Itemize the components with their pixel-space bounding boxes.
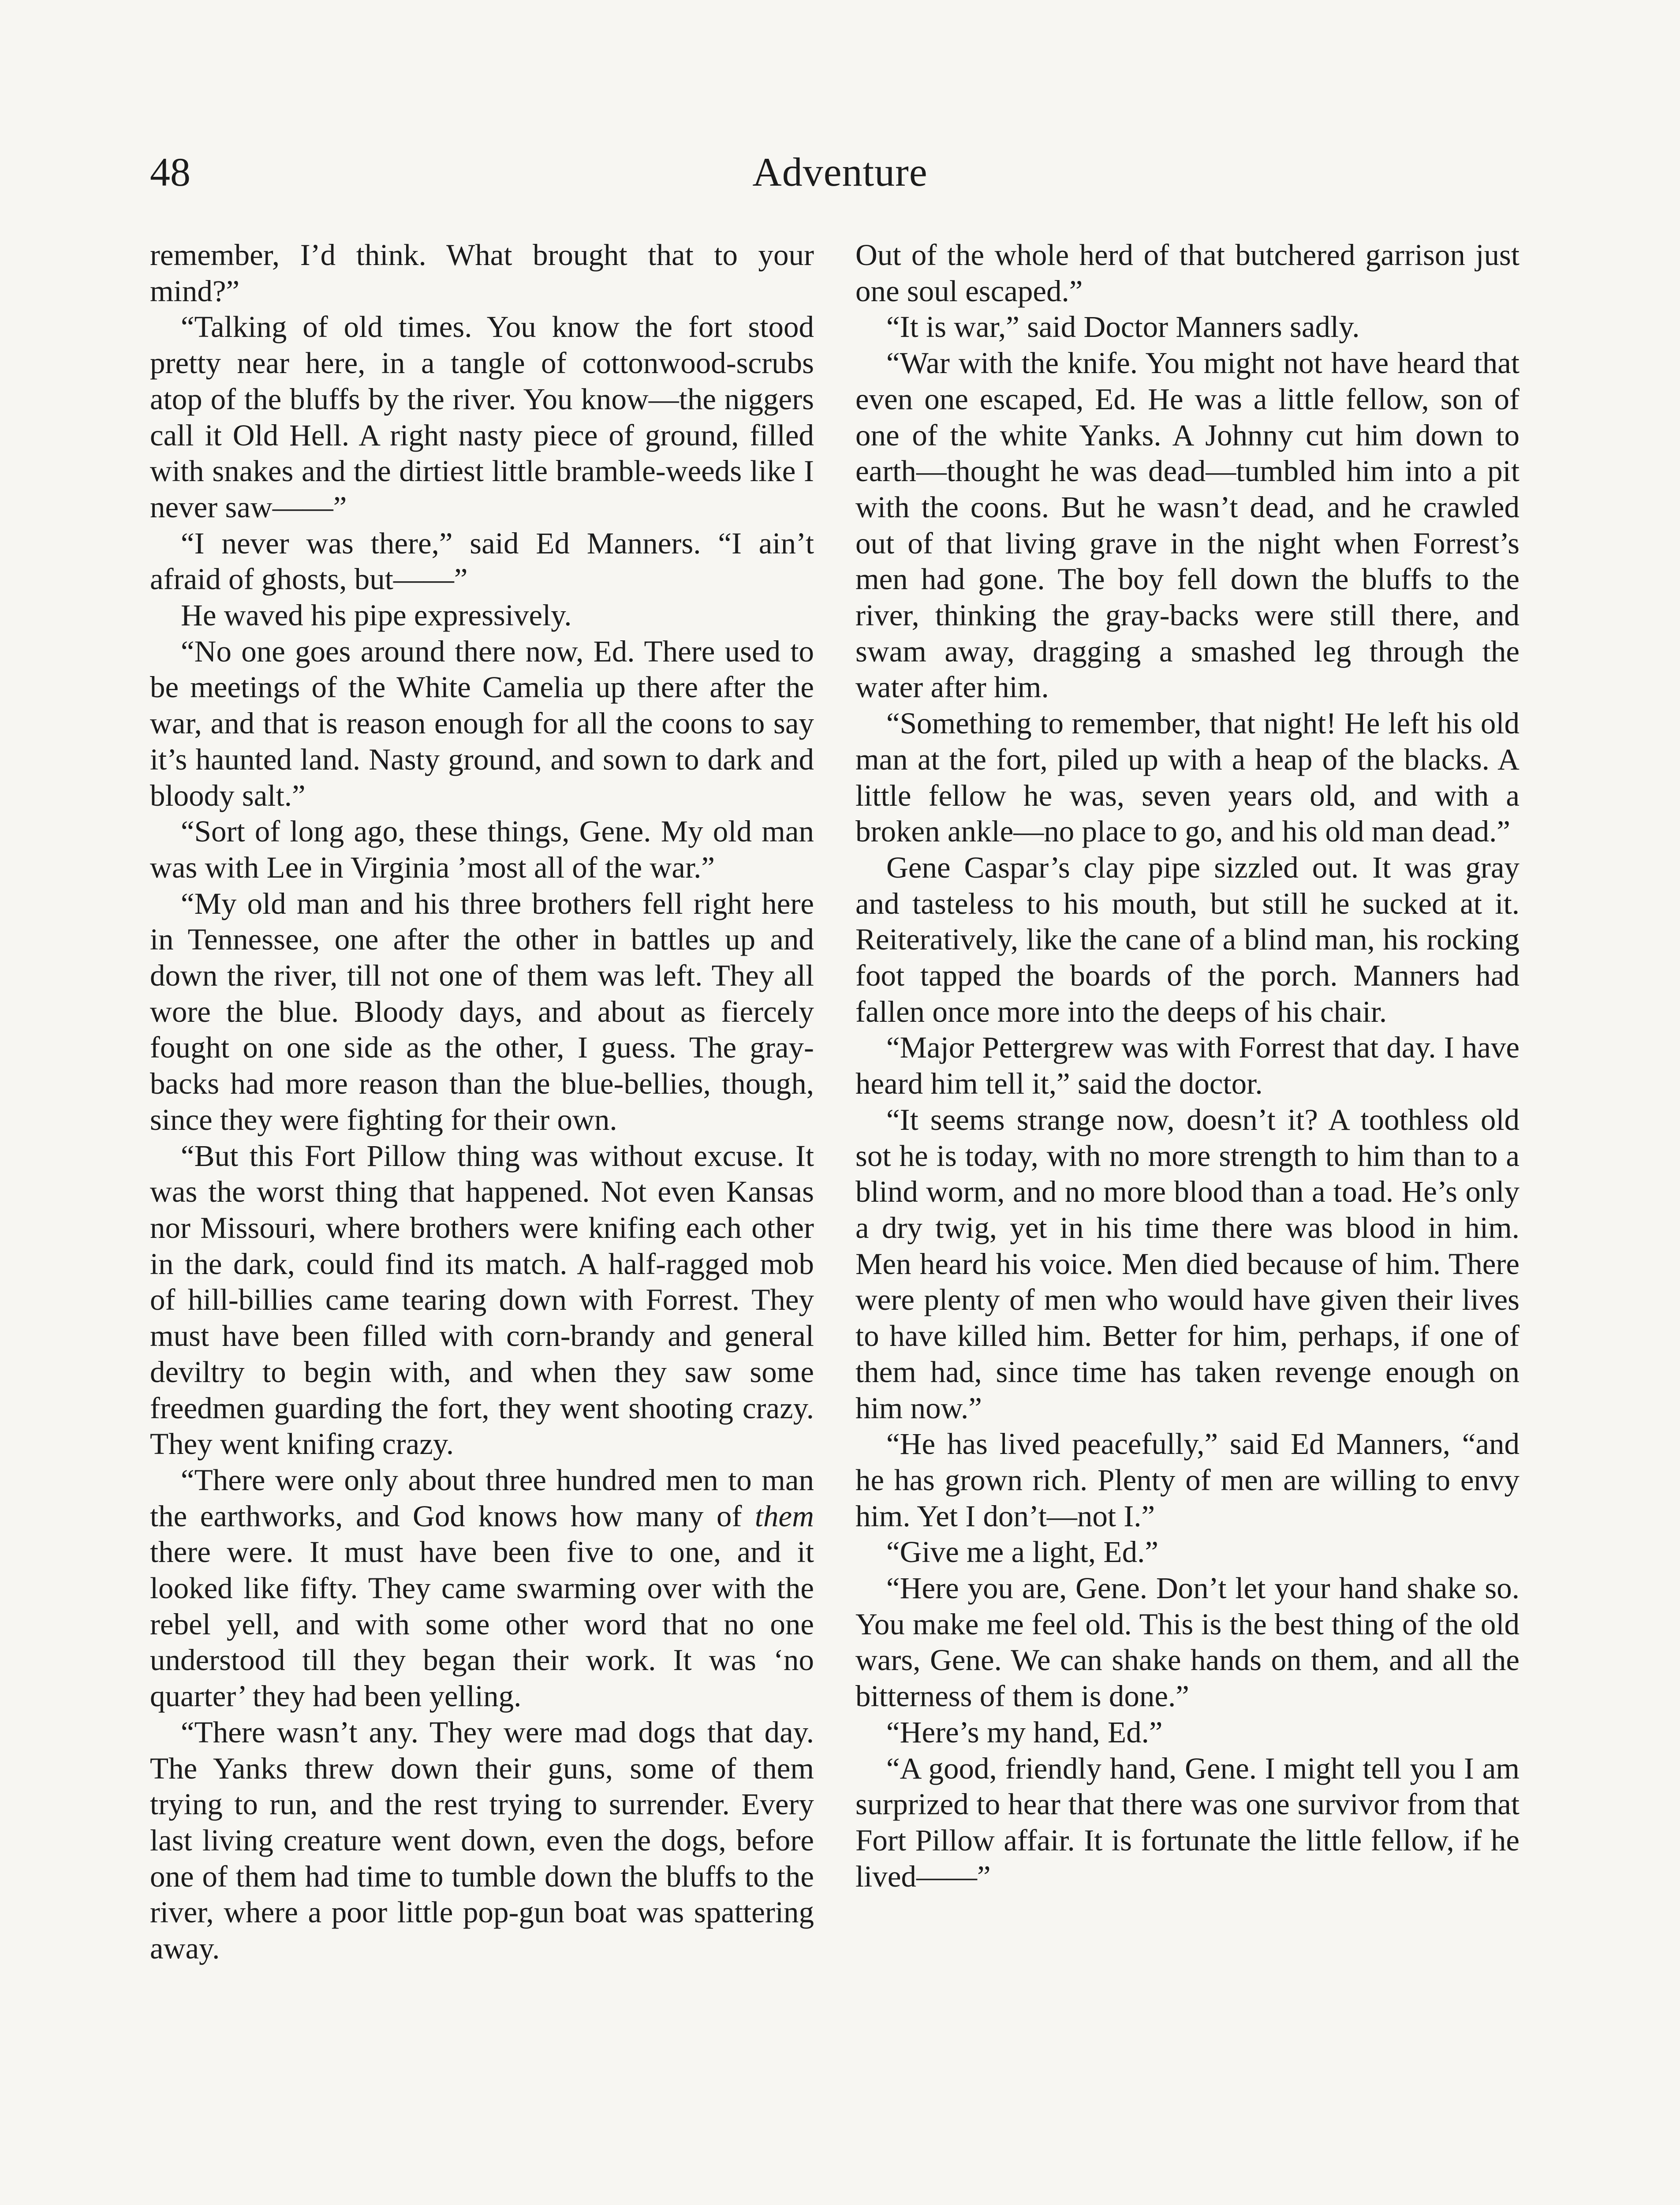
paragraph: “No one goes around there now, Ed. There used to be meetings of the White Camelia up there after the war, and that is reason enough for all the coons to say it’s haunted land. Nasty ground, and sown to dark and bloody salt.” <box>150 634 814 812</box>
paragraph: “Here you are, Gene. Don’t let your hand shake so. You make me feel old. This is the best thing of the old wars, Gene. We can shake hands on them, and all the bitterness of them is done.” <box>855 1571 1519 1713</box>
magazine-title: Adventure <box>752 149 928 194</box>
page-header <box>0 146 1680 203</box>
paragraph: Out of the whole herd of that butchered garrison just one soul escaped.” <box>855 238 1519 308</box>
paragraph: “A good, friendly hand, Gene. I might tell you I am surprized to hear that there was one survivor from that Fort Pillow affair. It is fortunate the little fellow, if he lived——” <box>855 1751 1519 1893</box>
italic-word: them <box>754 1499 814 1533</box>
paragraph: “Give me a light, Ed.” <box>886 1535 1158 1569</box>
paragraph: He waved his pipe expressively. <box>181 598 572 632</box>
paragraph: “But this Fort Pillow thing was without excuse. It was the worst thing that happened. Not even Kansas nor Missouri, where brothers were knifing each other in the dark, could find its match. A half-ragged mob of hill-billies came tearing down with Forrest. They must have been filled with corn-brandy and general deviltry to begin with, and when they saw some freedmen guarding the fort, they went shooting crazy. They went knifing crazy. <box>150 1139 814 1461</box>
paragraph: “Here’s my hand, Ed.” <box>886 1715 1163 1749</box>
left-column <box>150 237 814 1967</box>
paragraph-with-italic: “There were only about three hundred men to man the earthworks, and God knows how many of them there were. It must have been five to one, and it looked like fifty. They came swarming over with the rebel yell, and with some other word that no one understood till they began their work. It was ‘no quarter’ they had been yelling. <box>150 1463 814 1713</box>
paragraph: remember, I’d think. What brought that to your mind?” <box>150 238 814 308</box>
paragraph: “It is war,” said Doctor Manners sadly. <box>886 310 1360 344</box>
paragraph: “Something to remember, that night! He left his old man at the fort, piled up with a heap of the blacks. A little fellow he was, seven years old, and with a broken ankle—no place to go, and his old man dead.” <box>855 706 1519 848</box>
page-number: 48 <box>150 149 190 194</box>
paragraph: “Major Pettergrew was with Forrest that day. I have heard him tell it,” said the doctor. <box>855 1031 1519 1101</box>
right-column <box>855 237 1519 1895</box>
paragraph: Gene Caspar’s clay pipe sizzled out. It was gray and tasteless to his mouth, but still he sucked at it. Reiteratively, like the cane of a blind man, his rocking foot tapped the boards of the porch. Manners had fallen once more into the deeps of his chair. <box>855 850 1519 1028</box>
paragraph: “War with the knife. You might not have heard that even one escaped, Ed. He was a little fellow, son of one of the white Yanks. A Johnny cut him down to earth—thought he was dead—tumbled him into a pit with the coons. But he wasn’t dead, and he crawled out of that living grave in the night when Forrest’s men had gone. The boy fell down the bluffs to the river, thinking the gray-backs were still there, and swam away, dragging a smashed leg through the water after him. <box>855 346 1519 704</box>
paragraph: “Talking of old times. You know the fort stood pretty near here, in a tangle of cottonwood-scrubs atop of the bluffs by the river. You know—the niggers call it Old Hell. A right nasty piece of ground, filled with snakes and the dirtiest little bramble-weeds like I never saw——” <box>150 310 814 524</box>
paragraph: “There wasn’t any. They were mad dogs that day. The Yanks threw down their guns, some of them trying to run, and the rest trying to surrender. Every last living creature went down, even the dogs, before one of them had time to tumble down the bluffs to the river, where a poor little pop-gun boat was spattering away. <box>150 1715 814 1966</box>
paragraph: “I never was there,” said Ed Manners. “I ain’t afraid of ghosts, but——” <box>150 526 814 596</box>
paragraph: “He has lived peacefully,” said Ed Manners, “and he has grown rich. Plenty of men are willing to envy him. Yet I don’t—not I.” <box>855 1427 1519 1533</box>
paragraph: “My old man and his three brothers fell right here in Tennessee, one after the other in battles up and down the river, till not one of them was left. They all wore the blue. Bloody days, and about as fiercely fought on one side as the other, I guess. The gray-backs had more reason than the blue-bellies, though, since they were fighting for their own. <box>150 886 814 1136</box>
paragraph: “Sort of long ago, these things, Gene. My old man was with Lee in Virginia ’most all of the war.” <box>150 815 814 884</box>
paragraph: “It seems strange now, doesn’t it? A toothless old sot he is today, with no more strength to him than to a blind worm, and no more blood than a toad. He’s only a dry twig, yet in his time there was blood in him. Men heard his voice. Men died because of him. There were plenty of men who would have given their lives to have killed him. Better for him, perhaps, if one of them had, since time has taken revenge enough on him now.” <box>855 1102 1519 1425</box>
